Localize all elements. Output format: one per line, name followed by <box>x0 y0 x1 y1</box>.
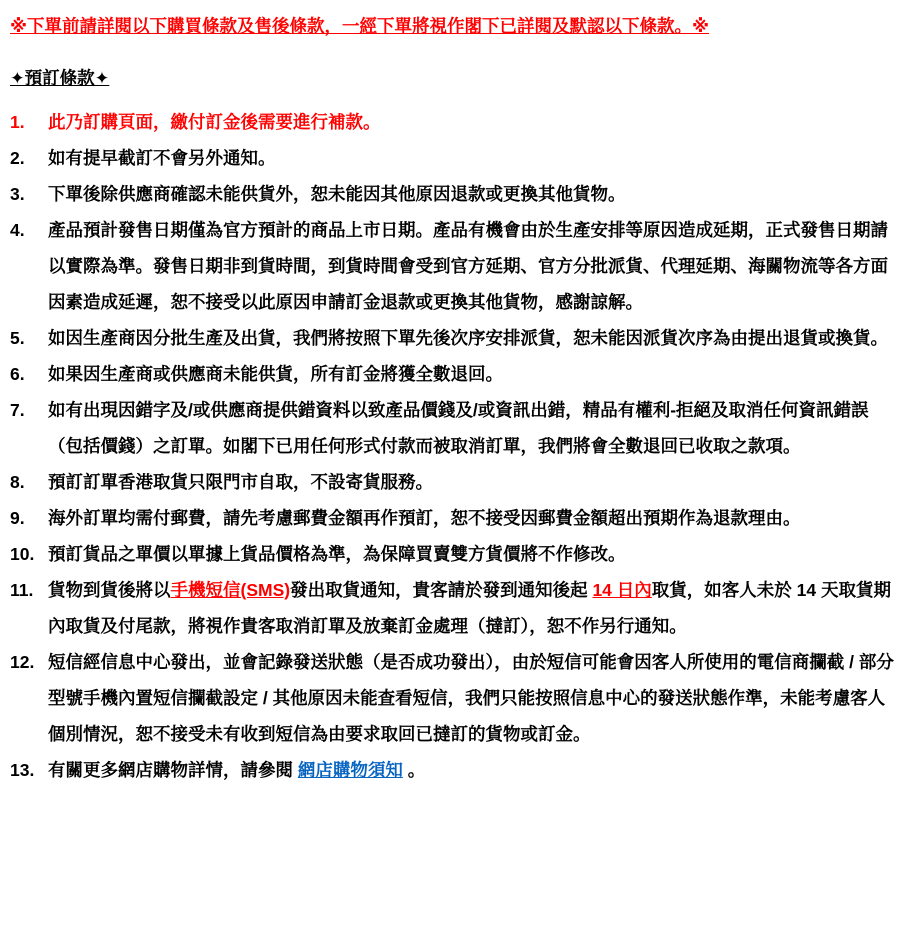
term-segment: 取貨，如客人未於 14 天取貨期內取貨及付尾款，將視作貴客取消訂單及放棄訂金處理（撻訂），恕不作另行通知。 <box>48 580 891 636</box>
term-segment: 14 日內 <box>592 580 652 600</box>
term-item-4 <box>10 212 897 320</box>
term-item-6 <box>10 356 897 392</box>
term-item-11 <box>10 572 897 644</box>
term-segment: 如有出現因錯字及/或供應商提供錯資料以致產品價錢及/或資訊出錯，精品有權利-拒絕及取消任何資訊錯誤（包括價錢）之訂單。如閣下已用任何形式付款而被取消訂單，我們將會全數退回已收取之款項。 <box>48 400 869 456</box>
section-heading: ✦預訂條款✦ <box>10 68 110 88</box>
term-item-1 <box>10 104 897 140</box>
term-text <box>48 392 897 464</box>
term-item-2 <box>10 140 897 176</box>
term-number: 3. <box>10 184 25 204</box>
term-item-10 <box>10 536 897 572</box>
term-text <box>48 464 897 500</box>
term-text <box>48 320 897 356</box>
term-text <box>48 104 897 140</box>
term-segment: 下單後除供應商確認未能供貨外，恕未能因其他原因退款或更換其他貨物。 <box>48 184 626 204</box>
term-text <box>48 140 897 176</box>
term-item-8 <box>10 464 897 500</box>
term-segment: 貨物到貨後將以 <box>48 580 171 600</box>
term-segment: 如有提早截訂不會另外通知。 <box>48 148 276 168</box>
term-number: 13. <box>10 760 35 780</box>
term-item-13 <box>10 752 897 788</box>
term-text <box>48 572 897 644</box>
term-number: 9. <box>10 508 25 528</box>
term-number: 2. <box>10 148 25 168</box>
term-number: 11. <box>10 580 34 600</box>
term-number: 5. <box>10 328 25 348</box>
term-segment: 預訂貨品之單價以單據上貨品價格為準，為保障買賣雙方貨價將不作修改。 <box>48 544 626 564</box>
term-number: 6. <box>10 364 25 384</box>
term-text <box>48 212 897 320</box>
term-segment: 產品預計發售日期僅為官方預計的商品上市日期。產品有機會由於生產安排等原因造成延期，正式發售日期請以實際為準。發售日期非到貨時間，到貨時間會受到官方延期、官方分批派貨、代理延期、海關物流等各方面因素造成延遲，恕不接受以此原因申請訂金退款或更換其他貨物，感謝諒解。 <box>48 220 888 312</box>
term-item-5 <box>10 320 897 356</box>
term-segment: 如因生產商因分批生產及出貨，我們將按照下單先後次序安排派貨，恕未能因派貨次序為由提出退貨或換貨。 <box>48 328 888 348</box>
term-text <box>48 356 897 392</box>
term-text <box>48 536 897 572</box>
term-item-9 <box>10 500 897 536</box>
term-segment: 如果因生產商或供應商未能供貨，所有訂金將獲全數退回。 <box>48 364 503 384</box>
term-text <box>48 752 897 788</box>
term-number: 8. <box>10 472 25 492</box>
term-number: 1. <box>10 112 25 132</box>
terms-list <box>10 104 897 788</box>
store-shopping-guide-link[interactable]: 網店購物須知 <box>297 760 403 780</box>
term-text <box>48 176 897 212</box>
term-segment: 預訂訂單香港取貨只限門市自取，不設寄貨服務。 <box>48 472 433 492</box>
term-item-12 <box>10 644 897 752</box>
term-text <box>48 644 897 752</box>
term-number: 10. <box>10 544 35 564</box>
term-segment: 發出取貨通知，貴客請於發到通知後起 <box>290 580 593 600</box>
term-item-7 <box>10 392 897 464</box>
term-segment: 有關更多網店購物詳情，請參閱 <box>48 760 298 780</box>
page-title: ※下單前請詳閱以下購買條款及售後條款，一經下單將視作閣下已詳閱及默認以下條款。※ <box>10 16 710 36</box>
term-segment: 海外訂單均需付郵費，請先考慮郵費金額再作預訂，恕不接受因郵費金額超出預期作為退款理由。 <box>48 508 801 528</box>
term-item-3 <box>10 176 897 212</box>
term-number: 4. <box>10 220 25 240</box>
term-segment: 手機短信(SMS) <box>170 580 291 600</box>
term-text <box>48 500 897 536</box>
term-segment: 短信經信息中心發出，並會記錄發送狀態（是否成功發出），由於短信可能會因客人所使用的電信商攔截 / 部分型號手機內置短信攔截設定 / 其他原因未能查看短信，我們只能按照信息中心的發送狀態作準，未能考慮客人個別情況，恕不接受未有收到短信為由要求取回已撻訂的貨物或訂金。 <box>48 652 894 744</box>
term-segment: 。 <box>402 760 426 780</box>
term-number: 12. <box>10 652 35 672</box>
term-number: 7. <box>10 400 25 420</box>
term-segment: 此乃訂購頁面，繳付訂金後需要進行補款。 <box>48 112 381 132</box>
